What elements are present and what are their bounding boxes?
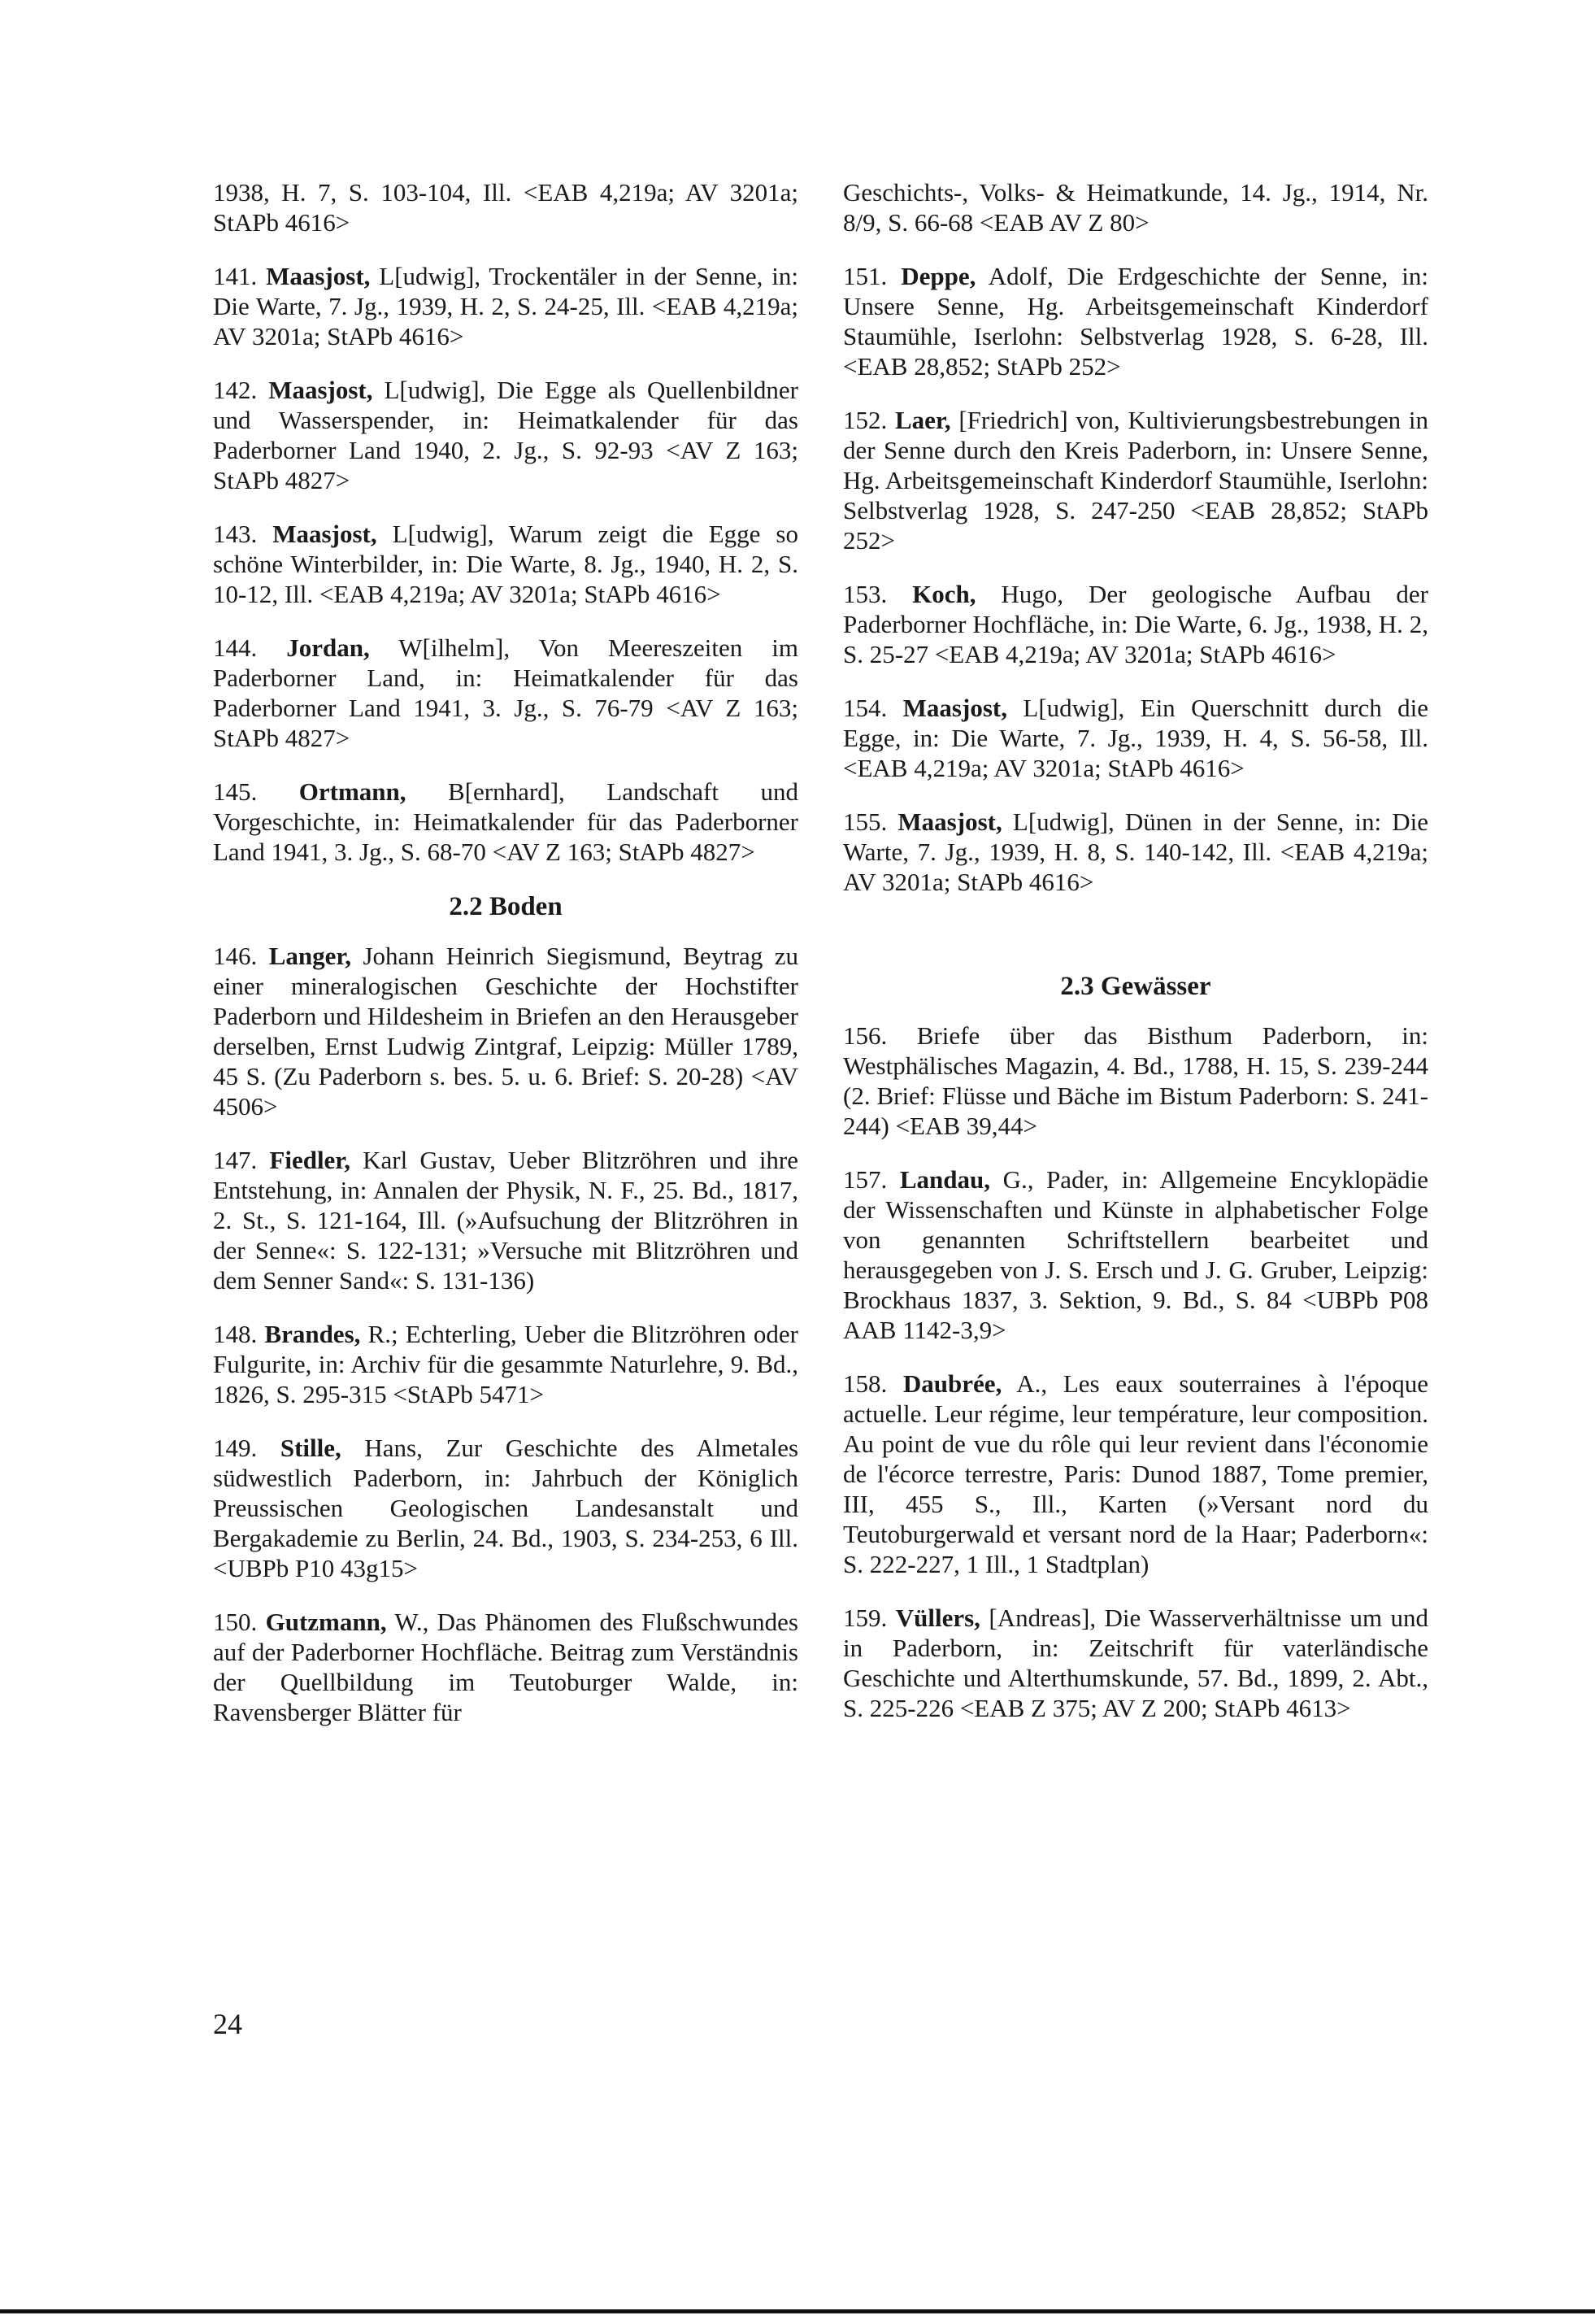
entry-text: W., Das Phänomen des Flußschwundes auf der Paderborner Hochfläche. Beitrag zum Verständnis der Quellbildung im Teutoburger Walde, in: Ravensberger Blätter für [213,1608,798,1726]
entry-text: L[udwig], Trockentäler in der Senne, in: Die Warte, 7. Jg., 1939, H. 2, S. 24-25, Ill. <EAB 4,219a; AV 3201a; StAPb 4616> [213,262,798,350]
entry-number: 142. [213,376,258,404]
entry-number: 152. [843,406,888,434]
entry-number: 147. [213,1146,258,1174]
entry-author: Jordan, [286,633,370,662]
right-column [843,177,1428,1747]
bibliography-entry [843,1369,1428,1579]
section-heading: 2.2 Boden [449,892,563,921]
bibliography-entry [213,519,798,609]
entry-number: 151. [843,262,888,290]
entry-number: 153. [843,580,888,608]
entry-text: Johann Heinrich Siegismund, Beytrag zu einer mineralogischen Geschichte der Hochstifter Paderborn und Hildesheim in Briefen an den Herausgeber derselben, Ernst Ludwig Zintgraf, Leipzig: Müller 1789, 45 S. (Zu Paderborn s. bes. 5. u. 6. Brief: S. 20-28) <AV 4506> [213,942,799,1121]
entry-number: 157. [843,1165,888,1194]
entry-number: 149. [213,1434,258,1462]
bibliography-entry [213,1145,798,1295]
entry-text: W[ilhelm], Von Meereszeiten im Paderborner Land, in: Heimatkalender für das Paderborner Land 1941, 3. Jg., S. 76-79 <AV Z 163; StAPb 4827> [213,633,798,752]
entry-number: 145. [213,777,258,806]
entry-author: Vüllers, [895,1604,980,1632]
bibliography-entry [843,405,1428,555]
entry-author: Laer, [895,406,951,434]
entry-author: Maasjost, [266,262,371,290]
bibliography-entry [843,693,1428,783]
entry-text: Briefe über das Bisthum Paderborn, in: Westphälisches Magazin, 4. Bd., 1788, H. 15, S. 239-244 (2. Brief: Flüsse und Bäche im Bistum Paderborn: S. 241-244) <EAB 39,44> [843,1021,1429,1140]
bibliography-entry [213,941,798,1121]
bibliography-entry [213,633,798,753]
entry-author: Stille, [280,1434,341,1462]
entry-text: 1938, H. 7, S. 103-104, Ill. <EAB 4,219a; AV 3201a; StAPb 4616> [213,178,798,237]
entry-text: B[ernhard], Landschaft und Vorgeschichte, in: Heimatkalender für das Paderborner Land 1941, 3. Jg., S. 68-70 <AV Z 163; StAPb 4827> [213,777,799,866]
entry-text: L[udwig], Ein Querschnitt durch die Egge, in: Die Warte, 7. Jg., 1939, H. 4, S. 56-58, Ill. <EAB 4,219a; AV 3201a; StAPb 4616> [843,694,1429,782]
bibliography-entry [213,177,798,237]
entry-text: G., Pader, in: Allgemeine Encyklopädie der Wissenschaften und Künste in alphabetischer Folge von genannten Schriftstellern bearbeitet und herausgegeben von J. S. Ersch und J. G. Gruber, Leipzig: Brockhaus 1837, 3. Sektion, 9. Bd., S. 84 <UBPb P08 AAB 1142-3,9> [843,1165,1428,1344]
entry-text: L[udwig], Die Egge als Quellenbildner und Wasserspender, in: Heimatkalender für das Paderborner Land 1940, 2. Jg., S. 92-93 <AV Z 163; StAPb 4827> [213,376,799,494]
entry-number: 144. [213,633,258,662]
entry-number: 148. [213,1320,258,1348]
entry-number: 159. [843,1604,888,1632]
entry-author: Fiedler, [269,1146,350,1174]
entry-author: Maasjost, [268,376,373,404]
entry-author: Maasjost, [272,520,377,548]
entry-text: [Andreas], Die Wasserverhältnisse um und in Paderborn, in: Zeitschrift für vaterländische Geschichte und Alterthumskunde, 57. Bd., 1899, 2. Abt., S. 225-226 <EAB Z 375; AV Z 200; StAPb 4613> [843,1604,1429,1722]
entry-number: 155. [843,807,888,836]
bibliography-entry [843,579,1428,669]
entry-text: L[udwig], Warum zeigt die Egge so schöne Winterbilder, in: Die Warte, 8. Jg., 1940, H. 2, S. 10-12, Ill. <EAB 4,219a; AV 3201a; StAPb 4616> [213,520,798,608]
entry-author: Koch, [912,580,976,608]
bibliography-entry [843,1164,1428,1345]
entry-author: Brandes, [264,1320,361,1348]
entry-author: Deppe, [901,262,976,290]
entry-number: 150. [213,1608,258,1636]
bibliography-entry [843,1603,1428,1723]
entry-author: Langer, [268,942,352,970]
entry-author: Gutzmann, [265,1608,387,1636]
entry-text: R.; Echterling, Ueber die Blitzröhren oder Fulgurite, in: Archiv für die gesammte Naturlehre, 9. Bd., 1826, S. 295-315 <StAPb 5471> [213,1320,798,1408]
entry-number: 141. [213,262,258,290]
entry-text: Hans, Zur Geschichte des Almetales südwestlich Paderborn, in: Jahrbuch der Königlich Preussischen Geologischen Landesanstalt und Bergakademie zu Berlin, 24. Bd., 1903, S. 234-253, 6 Ill. <UBPb P10 43g15> [213,1434,799,1582]
entry-text: Geschichts-, Volks- & Heimatkunde, 14. Jg., 1914, Nr. 8/9, S. 66-68 <EAB AV Z 80> [843,178,1428,237]
bibliography-entry [843,261,1428,381]
bibliography-entry [843,1021,1428,1141]
page-number: 24 [213,2008,242,2040]
entry-text: Karl Gustav, Ueber Blitzröhren und ihre Entstehung, in: Annalen der Physik, N. F., 25. Bd., 1817, 2. St., S. 121-164, Ill. (»Aufsuchung der Blitzröhren in der Senne«: S. 122-131; »Versuche mit Blitzröhren und dem Senner Sand«: S. 131-136) [213,1146,799,1295]
entry-author: Maasjost, [897,807,1002,836]
section-heading: 2.3 Gewässer [1060,972,1211,1001]
bibliography-entry [213,1319,798,1409]
bibliography-entry [843,807,1428,897]
bibliography-entry [843,177,1428,237]
entry-author: Daubrée, [902,1369,1002,1398]
bibliography-entry [213,1607,798,1727]
entry-text: A., Les eaux souterraines à l'époque actuelle. Leur régime, leur température, leur composition. Au point de vue du rôle qui leur revient dans l'économie de l'écorce terrestre, Paris: Dunod 1887, Tome premier, III, 455 S., Ill., Karten (»Versant nord du Teutoburgerwald et versant nord de la Haar; Paderborn«: S. 222-227, 1 Ill., 1 Stadtplan) [843,1369,1429,1578]
entry-number: 158. [843,1369,888,1398]
entry-author: Maasjost, [902,694,1007,722]
entry-text: L[udwig], Dünen in der Senne, in: Die Warte, 7. Jg., 1939, H. 8, S. 140-142, Ill. <EAB 4,219a; AV 3201a; StAPb 4616> [843,807,1429,896]
entry-text: Adolf, Die Erdgeschichte der Senne, in: Unsere Senne, Hg. Arbeitsgemeinschaft Kinderdorf Staumühle, Iserlohn: Selbstverlag 1928, S. 6-28, Ill. <EAB 28,852; StAPb 252> [843,262,1428,381]
entry-number: 154. [843,694,888,722]
entry-author: Landau, [899,1165,990,1194]
entry-number: 146. [213,942,258,970]
entry-text: Hugo, Der geologische Aufbau der Paderborner Hochfläche, in: Die Warte, 6. Jg., 1938, H. 2, S. 25-27 <EAB 4,219a; AV 3201a; StAPb 4616> [843,580,1428,668]
bottom-rule [0,2309,1595,2313]
bibliography-entry [213,777,798,867]
entry-text: [Friedrich] von, Kultivierungsbestrebungen in der Senne durch den Kreis Paderborn, in: Unsere Senne, Hg. Arbeitsgemeinschaft Kinderdorf Staumühle, Iserlohn: Selbstverlag 1928, S. 247-250 <EAB 28,852; StAPb 252> [843,406,1429,555]
bibliography-entry [213,261,798,351]
entry-number: 143. [213,520,258,548]
entry-author: Ortmann, [298,777,406,806]
bibliography-entry [213,1433,798,1583]
left-column [213,177,798,1751]
bibliography-entry [213,375,798,495]
entry-number: 156. [843,1021,888,1050]
